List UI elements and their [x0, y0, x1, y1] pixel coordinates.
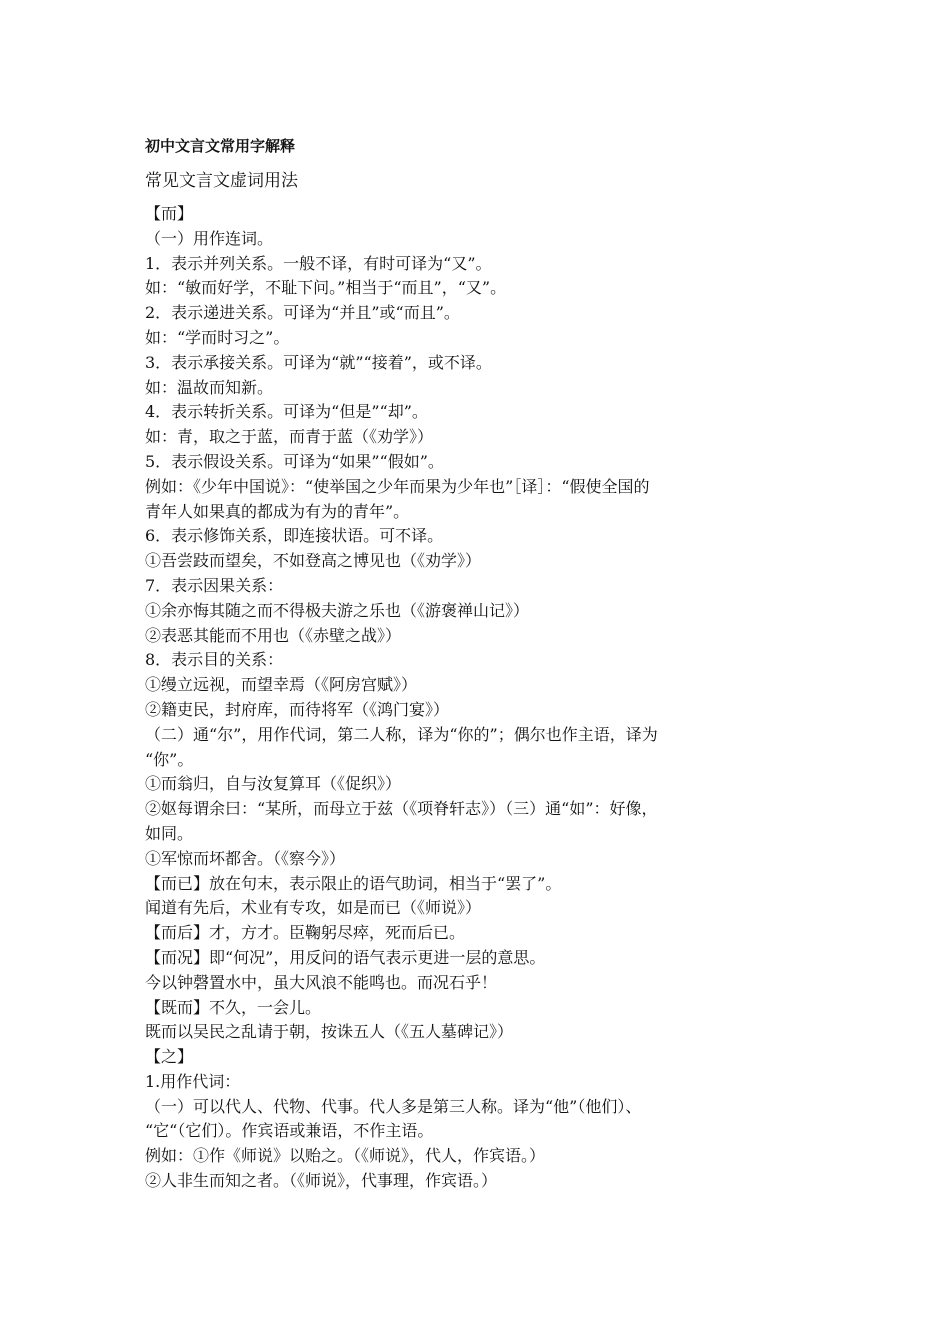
- text-line: ①吾尝跂而望矣，不如登高之博见也（《劝学》）: [145, 551, 482, 571]
- text-line: 【既而】不久，一会儿。: [145, 997, 322, 1017]
- text-line: 【之】: [145, 1047, 194, 1067]
- text-line: 6．表示修饰关系，即连接状语。可不译。: [145, 526, 444, 546]
- text-line: （一）可以代人、代物、代事。代人多是第三人称。译为“他”（他们）、: [145, 1096, 642, 1116]
- text-line: 8．表示目的关系：: [145, 650, 284, 670]
- text-line: “它“（它们）。作宾语或兼语，不作主语。: [145, 1121, 434, 1141]
- text-line: ①余亦悔其随之而不得极夫游之乐也（《游褒禅山记》）: [145, 600, 530, 620]
- document-page: [145, 134, 835, 1194]
- text-line: ①缦立远视，而望幸焉（《阿房宫赋》）: [145, 675, 418, 695]
- text-line: 闻道有先后，术业有专攻，如是而已（《师说》）: [145, 898, 482, 918]
- text-line: 【而】: [145, 204, 194, 223]
- text-line: 青年人如果真的都成为有为的青年”。: [145, 501, 410, 521]
- document-title: 初中文言文常用字解释: [145, 137, 296, 155]
- text-line: ②人非生而知之者。（《师说》，代事理，作宾语。）: [145, 1171, 498, 1191]
- text-line: 如：“学而时习之”。: [145, 327, 290, 347]
- text-line: 【而后】才，方才。臣鞠躬尽瘁，死而后已。: [145, 923, 466, 943]
- text-line: ①军惊而坏都舍。（《察今》）: [145, 848, 346, 868]
- text-line: 2．表示递进关系。可译为“并且”或“而且”。: [145, 303, 460, 323]
- text-line: （二）通“尔”，用作代词，第二人称，译为“你的”；偶尔也作主语，译为: [145, 724, 658, 744]
- text-line: 例如：《少年中国说》：“使举国之少年而果为少年也”［译］：“假使全国的: [145, 476, 650, 496]
- text-line: 如同。: [145, 823, 194, 843]
- text-line: 如：青，取之于蓝，而青于蓝（《劝学》）: [145, 427, 434, 447]
- text-line: 既而以吴民之乱请于朝，按诛五人（《五人墓碑记》）: [145, 1022, 514, 1042]
- document-body: [145, 202, 835, 1194]
- text-line: 如：“敏而好学，不耻下问。”相当于“而且”，“又”。: [145, 278, 507, 298]
- text-line: 1.用作代词：: [145, 1071, 241, 1091]
- text-line: ②妪每谓余曰：“某所，而母立于兹（《项脊轩志》）（三）通“如”：好像，: [145, 799, 658, 819]
- text-line: 今以钟磬置水中，虽大风浪不能鸣也。而况石乎！: [145, 972, 498, 992]
- text-line: 3．表示承接关系。可译为“就”“接着”，或不译。: [145, 352, 492, 372]
- text-line: “你”。: [145, 749, 194, 769]
- document-subtitle: 常见文言文虚词用法: [145, 171, 298, 191]
- text-line: 7．表示因果关系：: [145, 575, 284, 595]
- text-line: 如：温故而知新。: [145, 377, 274, 397]
- text-line: ②籍吏民，封府库，而待将军（《鸿门宴》）: [145, 699, 450, 719]
- text-line: ②表恶其能而不用也（《赤壁之战》）: [145, 625, 402, 645]
- text-line: 【而况】即“何况”，用反问的语气表示更进一层的意思。: [145, 947, 546, 967]
- text-line: 【而已】放在句末，表示限止的语气助词，相当于“罢了”。: [145, 873, 562, 893]
- text-line: 4．表示转折关系。可译为“但是”“却”。: [145, 402, 428, 422]
- text-line: 1．表示并列关系。一般不译，有时可译为“又”。: [145, 253, 492, 273]
- text-line: （一）用作连词。: [145, 228, 274, 248]
- text-line: 5．表示假设关系。可译为“如果”“假如”。: [145, 451, 444, 471]
- text-line: 例如：①作《师说》以贻之。（《师说》，代人，作宾语。）: [145, 1146, 546, 1166]
- text-line: ①而翁归，自与汝复算耳（《促织》）: [145, 774, 402, 794]
